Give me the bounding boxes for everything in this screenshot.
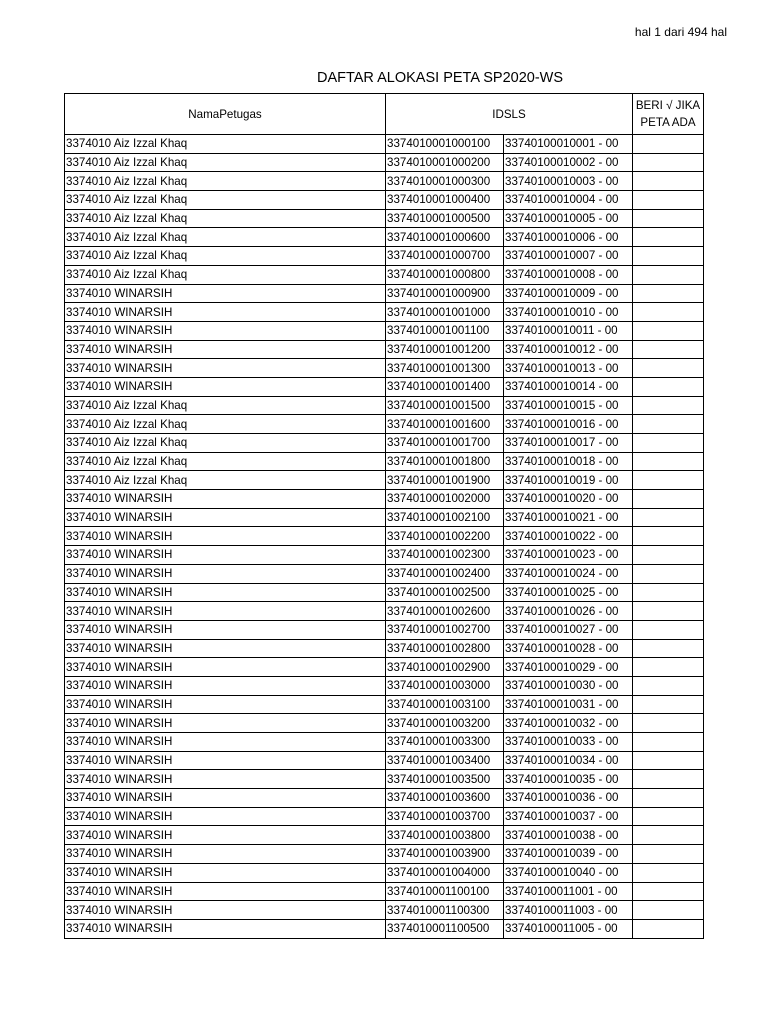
table-row	[65, 135, 704, 154]
cell-nama-petugas: 3374010 Aiz Izzal Khaq	[65, 452, 386, 471]
cell-idsls: 3374010001003300	[386, 733, 504, 752]
cell-kode-sls: 33740100010006 - 00	[504, 228, 633, 247]
cell-nama-petugas: 3374010 WINARSIH	[65, 359, 386, 378]
cell-kode-sls: 33740100010009 - 00	[504, 284, 633, 303]
cell-check-peta[interactable]	[633, 751, 704, 770]
cell-nama-petugas: 3374010 WINARSIH	[65, 826, 386, 845]
cell-check-peta[interactable]	[633, 471, 704, 490]
table-row	[65, 209, 704, 228]
cell-check-peta[interactable]	[633, 265, 704, 284]
table-row	[65, 340, 704, 359]
header-check-peta	[633, 94, 704, 135]
cell-idsls: 3374010001002900	[386, 658, 504, 677]
table-row	[65, 490, 704, 509]
cell-idsls: 3374010001001900	[386, 471, 504, 490]
header-nama-petugas: NamaPetugas	[65, 94, 386, 135]
cell-idsls: 3374010001001500	[386, 396, 504, 415]
cell-check-peta[interactable]	[633, 527, 704, 546]
table-row	[65, 714, 704, 733]
cell-nama-petugas: 3374010 WINARSIH	[65, 564, 386, 583]
cell-check-peta[interactable]	[633, 733, 704, 752]
cell-nama-petugas: 3374010 WINARSIH	[65, 340, 386, 359]
cell-nama-petugas: 3374010 WINARSIH	[65, 639, 386, 658]
cell-kode-sls: 33740100010010 - 00	[504, 303, 633, 322]
cell-idsls: 3374010001000100	[386, 135, 504, 154]
cell-check-peta[interactable]	[633, 321, 704, 340]
cell-check-peta[interactable]	[633, 396, 704, 415]
cell-idsls: 3374010001003700	[386, 807, 504, 826]
table-row	[65, 153, 704, 172]
cell-idsls: 3374010001003800	[386, 826, 504, 845]
cell-kode-sls: 33740100010019 - 00	[504, 471, 633, 490]
table-row	[65, 284, 704, 303]
cell-check-peta[interactable]	[633, 434, 704, 453]
cell-kode-sls: 33740100010001 - 00	[504, 135, 633, 154]
table-row	[65, 733, 704, 752]
table-row	[65, 695, 704, 714]
cell-idsls: 3374010001002700	[386, 620, 504, 639]
cell-nama-petugas: 3374010 WINARSIH	[65, 845, 386, 864]
cell-kode-sls: 33740100010028 - 00	[504, 639, 633, 658]
cell-kode-sls: 33740100010030 - 00	[504, 676, 633, 695]
cell-kode-sls: 33740100010007 - 00	[504, 247, 633, 266]
cell-kode-sls: 33740100010034 - 00	[504, 751, 633, 770]
table-row	[65, 751, 704, 770]
cell-nama-petugas: 3374010 Aiz Izzal Khaq	[65, 209, 386, 228]
cell-check-peta[interactable]	[633, 172, 704, 191]
cell-idsls: 3374010001003400	[386, 751, 504, 770]
cell-check-peta[interactable]	[633, 377, 704, 396]
cell-check-peta[interactable]	[633, 209, 704, 228]
cell-idsls: 3374010001002200	[386, 527, 504, 546]
cell-nama-petugas: 3374010 WINARSIH	[65, 919, 386, 938]
cell-idsls: 3374010001002600	[386, 602, 504, 621]
cell-nama-petugas: 3374010 WINARSIH	[65, 620, 386, 639]
cell-kode-sls: 33740100010022 - 00	[504, 527, 633, 546]
cell-idsls: 3374010001000300	[386, 172, 504, 191]
cell-nama-petugas: 3374010 Aiz Izzal Khaq	[65, 265, 386, 284]
cell-idsls: 3374010001003100	[386, 695, 504, 714]
page-number: hal 1 dari 494 hal	[634, 25, 727, 39]
cell-kode-sls: 33740100010020 - 00	[504, 490, 633, 509]
cell-idsls: 3374010001002300	[386, 546, 504, 565]
cell-kode-sls: 33740100010033 - 00	[504, 733, 633, 752]
cell-check-peta[interactable]	[633, 508, 704, 527]
cell-kode-sls: 33740100010037 - 00	[504, 807, 633, 826]
cell-nama-petugas: 3374010 WINARSIH	[65, 751, 386, 770]
cell-idsls: 3374010001000900	[386, 284, 504, 303]
cell-kode-sls: 33740100010013 - 00	[504, 359, 633, 378]
cell-check-peta[interactable]	[633, 676, 704, 695]
cell-nama-petugas: 3374010 WINARSIH	[65, 583, 386, 602]
cell-nama-petugas: 3374010 WINARSIH	[65, 882, 386, 901]
cell-check-peta[interactable]	[633, 546, 704, 565]
cell-idsls: 3374010001100500	[386, 919, 504, 938]
cell-idsls: 3374010001100100	[386, 882, 504, 901]
table-row	[65, 770, 704, 789]
cell-kode-sls: 33740100010012 - 00	[504, 340, 633, 359]
cell-nama-petugas: 3374010 Aiz Izzal Khaq	[65, 247, 386, 266]
cell-check-peta[interactable]	[633, 284, 704, 303]
table-row	[65, 228, 704, 247]
cell-kode-sls: 33740100011001 - 00	[504, 882, 633, 901]
cell-idsls: 3374010001002500	[386, 583, 504, 602]
cell-nama-petugas: 3374010 Aiz Izzal Khaq	[65, 191, 386, 210]
cell-idsls: 3374010001001800	[386, 452, 504, 471]
cell-nama-petugas: 3374010 WINARSIH	[65, 789, 386, 808]
cell-idsls: 3374010001001300	[386, 359, 504, 378]
cell-nama-petugas: 3374010 WINARSIH	[65, 695, 386, 714]
cell-check-peta[interactable]	[633, 714, 704, 733]
cell-kode-sls: 33740100010003 - 00	[504, 172, 633, 191]
cell-idsls: 3374010001003600	[386, 789, 504, 808]
cell-check-peta[interactable]	[633, 191, 704, 210]
table-row	[65, 583, 704, 602]
cell-check-peta[interactable]	[633, 153, 704, 172]
cell-check-peta[interactable]	[633, 228, 704, 247]
cell-nama-petugas: 3374010 Aiz Izzal Khaq	[65, 228, 386, 247]
cell-kode-sls: 33740100010017 - 00	[504, 434, 633, 453]
cell-kode-sls: 33740100010005 - 00	[504, 209, 633, 228]
cell-kode-sls: 33740100010029 - 00	[504, 658, 633, 677]
table-row	[65, 882, 704, 901]
table-row	[65, 546, 704, 565]
cell-check-peta[interactable]	[633, 882, 704, 901]
table-row	[65, 564, 704, 583]
table-body	[65, 135, 704, 939]
cell-check-peta[interactable]	[633, 789, 704, 808]
cell-kode-sls: 33740100010035 - 00	[504, 770, 633, 789]
cell-kode-sls: 33740100010036 - 00	[504, 789, 633, 808]
cell-idsls: 3374010001000800	[386, 265, 504, 284]
cell-check-peta[interactable]	[633, 583, 704, 602]
cell-kode-sls: 33740100010004 - 00	[504, 191, 633, 210]
table-row	[65, 658, 704, 677]
cell-idsls: 3374010001001600	[386, 415, 504, 434]
table-row	[65, 172, 704, 191]
cell-kode-sls: 33740100010025 - 00	[504, 583, 633, 602]
cell-nama-petugas: 3374010 WINARSIH	[65, 490, 386, 509]
cell-check-peta[interactable]	[633, 658, 704, 677]
cell-check-peta[interactable]	[633, 135, 704, 154]
cell-kode-sls: 33740100010039 - 00	[504, 845, 633, 864]
cell-kode-sls: 33740100010027 - 00	[504, 620, 633, 639]
cell-nama-petugas: 3374010 WINARSIH	[65, 733, 386, 752]
cell-check-peta[interactable]	[633, 340, 704, 359]
cell-nama-petugas: 3374010 WINARSIH	[65, 863, 386, 882]
cell-nama-petugas: 3374010 WINARSIH	[65, 770, 386, 789]
table-row	[65, 901, 704, 920]
cell-idsls: 3374010001001100	[386, 321, 504, 340]
cell-nama-petugas: 3374010 Aiz Izzal Khaq	[65, 471, 386, 490]
cell-check-peta[interactable]	[633, 695, 704, 714]
header-check-line1: BERI √ JIKA	[635, 99, 701, 112]
cell-check-peta[interactable]	[633, 359, 704, 378]
table-row	[65, 639, 704, 658]
cell-kode-sls: 33740100010002 - 00	[504, 153, 633, 172]
cell-nama-petugas: 3374010 Aiz Izzal Khaq	[65, 153, 386, 172]
table-row	[65, 845, 704, 864]
table-row	[65, 321, 704, 340]
cell-nama-petugas: 3374010 Aiz Izzal Khaq	[65, 396, 386, 415]
table-row	[65, 191, 704, 210]
cell-nama-petugas: 3374010 WINARSIH	[65, 303, 386, 322]
cell-kode-sls: 33740100010016 - 00	[504, 415, 633, 434]
cell-check-peta[interactable]	[633, 452, 704, 471]
cell-idsls: 3374010001000200	[386, 153, 504, 172]
cell-kode-sls: 33740100010031 - 00	[504, 695, 633, 714]
cell-idsls: 3374010001001000	[386, 303, 504, 322]
cell-nama-petugas: 3374010 WINARSIH	[65, 602, 386, 621]
cell-nama-petugas: 3374010 WINARSIH	[65, 546, 386, 565]
cell-idsls: 3374010001000600	[386, 228, 504, 247]
cell-check-peta[interactable]	[633, 303, 704, 322]
table-row	[65, 789, 704, 808]
cell-check-peta[interactable]	[633, 901, 704, 920]
cell-idsls: 3374010001002000	[386, 490, 504, 509]
cell-kode-sls: 33740100010038 - 00	[504, 826, 633, 845]
cell-nama-petugas: 3374010 WINARSIH	[65, 714, 386, 733]
cell-kode-sls: 33740100011003 - 00	[504, 901, 633, 920]
cell-check-peta[interactable]	[633, 602, 704, 621]
cell-check-peta[interactable]	[633, 770, 704, 789]
table-row	[65, 452, 704, 471]
cell-check-peta[interactable]	[633, 490, 704, 509]
header-check-line2: PETA ADA	[640, 116, 696, 129]
cell-nama-petugas: 3374010 Aiz Izzal Khaq	[65, 434, 386, 453]
cell-idsls: 3374010001100300	[386, 901, 504, 920]
cell-nama-petugas: 3374010 WINARSIH	[65, 284, 386, 303]
table-header-row	[65, 94, 704, 135]
cell-kode-sls: 33740100010023 - 00	[504, 546, 633, 565]
cell-check-peta[interactable]	[633, 863, 704, 882]
cell-nama-petugas: 3374010 WINARSIH	[65, 508, 386, 527]
cell-check-peta[interactable]	[633, 564, 704, 583]
cell-nama-petugas: 3374010 Aiz Izzal Khaq	[65, 415, 386, 434]
table-row	[65, 265, 704, 284]
cell-nama-petugas: 3374010 Aiz Izzal Khaq	[65, 172, 386, 191]
cell-idsls: 3374010001004000	[386, 863, 504, 882]
table-row	[65, 508, 704, 527]
cell-check-peta[interactable]	[633, 919, 704, 938]
cell-kode-sls: 33740100010032 - 00	[504, 714, 633, 733]
cell-idsls: 3374010001002400	[386, 564, 504, 583]
cell-check-peta[interactable]	[633, 845, 704, 864]
cell-check-peta[interactable]	[633, 826, 704, 845]
table-row	[65, 377, 704, 396]
cell-idsls: 3374010001002800	[386, 639, 504, 658]
cell-idsls: 3374010001000500	[386, 209, 504, 228]
cell-nama-petugas: 3374010 WINARSIH	[65, 676, 386, 695]
cell-idsls: 3374010001003200	[386, 714, 504, 733]
cell-nama-petugas: 3374010 WINARSIH	[65, 321, 386, 340]
table-row	[65, 415, 704, 434]
table-row	[65, 620, 704, 639]
cell-idsls: 3374010001001200	[386, 340, 504, 359]
table-row	[65, 247, 704, 266]
cell-idsls: 3374010001000700	[386, 247, 504, 266]
cell-check-peta[interactable]	[633, 415, 704, 434]
cell-kode-sls: 33740100010021 - 00	[504, 508, 633, 527]
cell-kode-sls: 33740100010011 - 00	[504, 321, 633, 340]
cell-nama-petugas: 3374010 WINARSIH	[65, 527, 386, 546]
cell-nama-petugas: 3374010 WINARSIH	[65, 658, 386, 677]
header-idsls: IDSLS	[386, 94, 633, 135]
cell-kode-sls: 33740100010014 - 00	[504, 377, 633, 396]
cell-nama-petugas: 3374010 Aiz Izzal Khaq	[65, 135, 386, 154]
cell-idsls: 3374010001003500	[386, 770, 504, 789]
cell-check-peta[interactable]	[633, 807, 704, 826]
cell-kode-sls: 33740100011005 - 00	[504, 919, 633, 938]
cell-check-peta[interactable]	[633, 639, 704, 658]
cell-kode-sls: 33740100010024 - 00	[504, 564, 633, 583]
cell-idsls: 3374010001000400	[386, 191, 504, 210]
cell-idsls: 3374010001001400	[386, 377, 504, 396]
cell-idsls: 3374010001002100	[386, 508, 504, 527]
table-row	[65, 807, 704, 826]
cell-nama-petugas: 3374010 WINARSIH	[65, 377, 386, 396]
cell-check-peta[interactable]	[633, 247, 704, 266]
allocation-table	[64, 93, 704, 939]
cell-kode-sls: 33740100010018 - 00	[504, 452, 633, 471]
cell-idsls: 3374010001003000	[386, 676, 504, 695]
cell-kode-sls: 33740100010015 - 00	[504, 396, 633, 415]
table-row	[65, 434, 704, 453]
cell-kode-sls: 33740100010008 - 00	[504, 265, 633, 284]
table-row	[65, 471, 704, 490]
table-row	[65, 527, 704, 546]
cell-check-peta[interactable]	[633, 620, 704, 639]
cell-nama-petugas: 3374010 WINARSIH	[65, 807, 386, 826]
cell-nama-petugas: 3374010 WINARSIH	[65, 901, 386, 920]
table-row	[65, 359, 704, 378]
table-row	[65, 919, 704, 938]
table-row	[65, 826, 704, 845]
table-row	[65, 863, 704, 882]
table-row	[65, 396, 704, 415]
cell-idsls: 3374010001001700	[386, 434, 504, 453]
cell-kode-sls: 33740100010040 - 00	[504, 863, 633, 882]
table-row	[65, 303, 704, 322]
table-row	[65, 676, 704, 695]
document-title: DAFTAR ALOKASI PETA SP2020-WS	[316, 70, 564, 86]
cell-idsls: 3374010001003900	[386, 845, 504, 864]
cell-kode-sls: 33740100010026 - 00	[504, 602, 633, 621]
table-row	[65, 602, 704, 621]
